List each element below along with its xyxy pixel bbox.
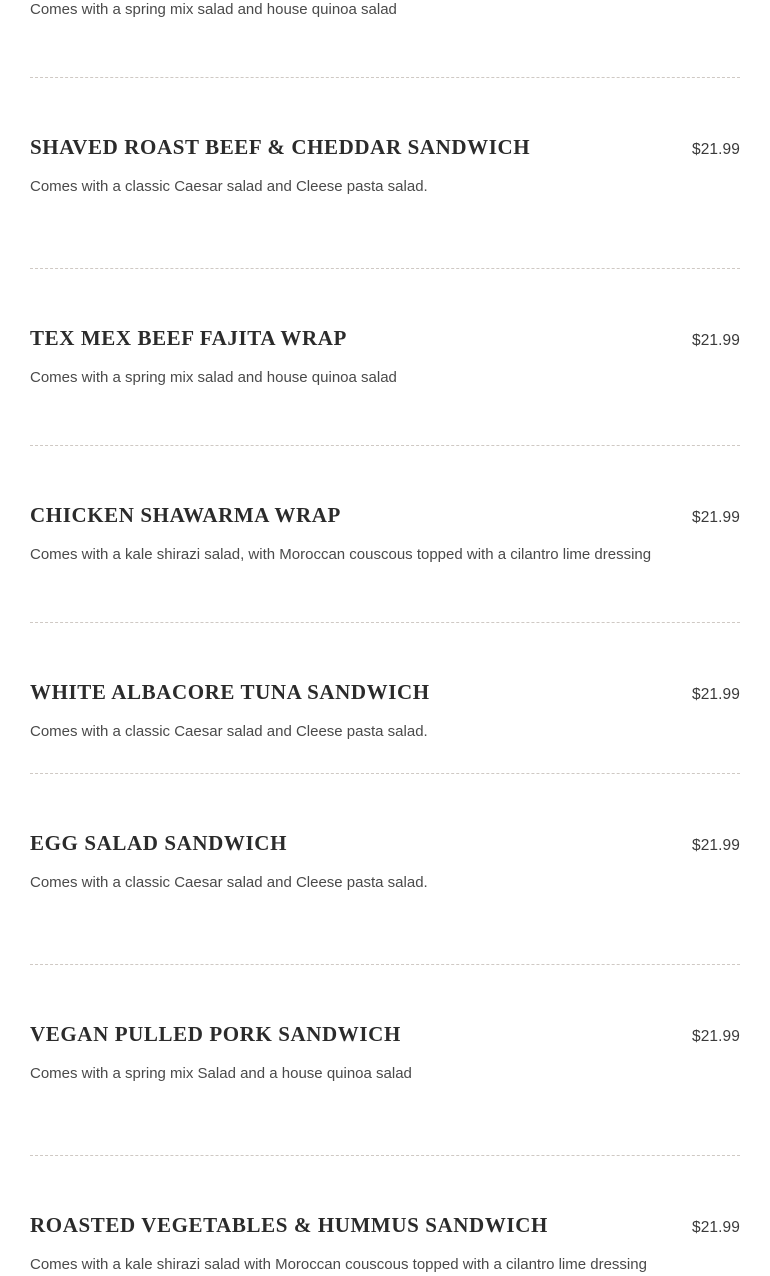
menu-item-description: Comes with a spring mix Salad and a house quinoa salad bbox=[30, 1065, 412, 1082]
menu-item-name: TEX MEX BEEF FAJITA WRAP bbox=[30, 325, 347, 350]
spacer bbox=[30, 269, 740, 325]
menu-item-name: SHAVED ROAST BEEF & CHEDDAR SANDWICH bbox=[30, 134, 531, 159]
menu-item-price: $21.99 bbox=[691, 1218, 740, 1236]
menu-item[interactable] bbox=[30, 1021, 740, 1085]
menu-item-name: WHITE ALBACORE TUNA SANDWICH bbox=[30, 679, 430, 704]
menu-item[interactable] bbox=[30, 325, 740, 389]
menu-item-description: Comes with a classic Caesar salad and Cleese pasta salad. bbox=[30, 178, 428, 195]
spacer bbox=[30, 446, 740, 502]
menu-item-description: Comes with a kale shirazi salad, with Moroccan couscous topped with a cilantro lime dressing bbox=[30, 546, 652, 563]
menu-item-header bbox=[30, 134, 740, 160]
menu-item-description: Comes with a classic Caesar salad and Cleese pasta salad. bbox=[30, 723, 428, 740]
menu-item[interactable] bbox=[30, 134, 740, 198]
spacer bbox=[30, 894, 740, 964]
menu-item[interactable] bbox=[30, 830, 740, 894]
menu-item-description: Comes with a kale shirazi salad with Moroccan couscous topped with a cilantro lime dressing bbox=[30, 1256, 647, 1273]
menu-item-price: $21.99 bbox=[691, 508, 740, 526]
menu-item-header bbox=[30, 325, 740, 351]
spacer bbox=[30, 198, 740, 268]
spacer bbox=[30, 743, 740, 773]
menu-item-description: Comes with a classic Caesar salad and Cleese pasta salad. bbox=[30, 874, 428, 891]
menu-item-price: $21.99 bbox=[691, 685, 740, 703]
menu-item-description: Comes with a spring mix salad and house quinoa salad bbox=[30, 1, 397, 18]
spacer bbox=[30, 965, 740, 1021]
spacer bbox=[30, 623, 740, 679]
spacer bbox=[30, 1156, 740, 1212]
spacer bbox=[30, 774, 740, 830]
menu-item-price: $21.99 bbox=[691, 140, 740, 158]
spacer bbox=[30, 78, 740, 134]
spacer bbox=[30, 1085, 740, 1155]
menu-item[interactable] bbox=[30, 679, 740, 743]
spacer bbox=[30, 21, 740, 77]
menu-item-name: CHICKEN SHAWARMA WRAP bbox=[30, 502, 341, 527]
menu-item-name: VEGAN PULLED PORK SANDWICH bbox=[30, 1021, 401, 1046]
menu-item-header bbox=[30, 1021, 740, 1047]
menu-item[interactable] bbox=[30, 502, 740, 566]
menu-item-description: Comes with a spring mix salad and house quinoa salad bbox=[30, 369, 397, 386]
menu-item-name: ROASTED VEGETABLES & HUMMUS SANDWICH bbox=[30, 1212, 548, 1237]
menu-item-price: $21.99 bbox=[691, 836, 740, 854]
menu-item-price: $21.99 bbox=[691, 331, 740, 349]
menu-item-header bbox=[30, 1212, 740, 1238]
menu-item-price: $21.99 bbox=[691, 1027, 740, 1045]
spacer bbox=[30, 389, 740, 445]
menu-item-header bbox=[30, 679, 740, 705]
spacer bbox=[30, 566, 740, 622]
menu-item[interactable] bbox=[30, 1212, 740, 1276]
menu-item[interactable] bbox=[30, 0, 740, 21]
menu-item-name: EGG SALAD SANDWICH bbox=[30, 830, 288, 855]
menu-item-header bbox=[30, 502, 740, 528]
menu-item-header bbox=[30, 830, 740, 856]
